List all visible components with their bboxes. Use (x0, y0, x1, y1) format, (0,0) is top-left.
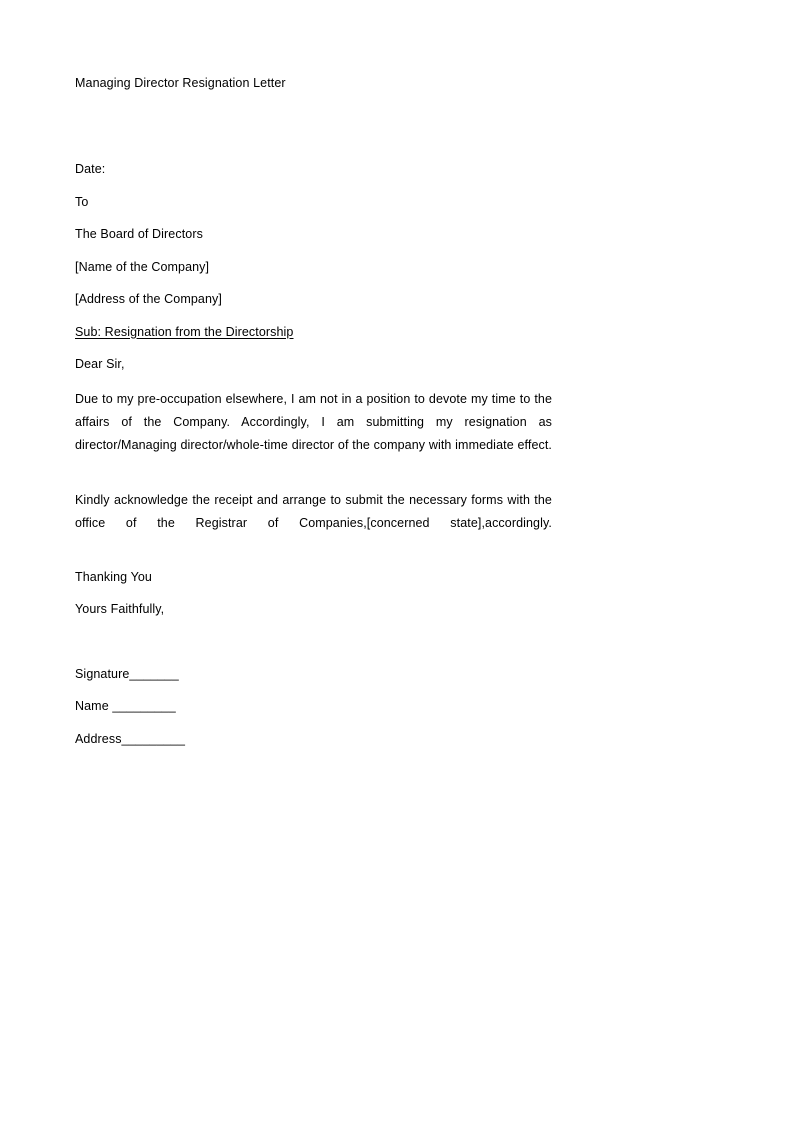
letter-recipient-board: The Board of Directors (75, 227, 203, 241)
letter-body (75, 160, 552, 762)
letter-closing-line: Yours Faithfully, (75, 602, 165, 616)
letter-salutation: Dear Sir, (75, 357, 125, 371)
page-title: Managing Director Resignation Letter (75, 76, 286, 90)
letter-recipient-to: To (75, 194, 89, 209)
letter-subject-line: Sub: Resignation from the Directorship (75, 324, 294, 339)
letter-recipient-company-address: [Address of the Company] (75, 292, 222, 306)
letter-date-line: Date: (75, 162, 106, 176)
signature-field: Signature_______ (75, 666, 179, 681)
letter-thanks-line: Thanking You (75, 569, 152, 584)
address-field: Address_________ (75, 731, 186, 746)
signature-block (75, 665, 552, 748)
letter-recipient-company-name: [Name of the Company] (75, 259, 210, 274)
letter-paragraph-2: Kindly acknowledge the receipt and arrange to submit the necessary forms with the office of the Registrar of Companies,[concerned state],accordingly. (75, 493, 552, 530)
signature-spacer (75, 633, 552, 665)
name-field: Name _________ (75, 699, 176, 713)
letter-paragraph-1: Due to my pre-occupation elsewhere, I am not in a position to devote my time to the affairs of the Company. Accordingly, I am submitting my resignation as director/Managing director/whole-time director of the company with immediate effect. (75, 391, 552, 452)
